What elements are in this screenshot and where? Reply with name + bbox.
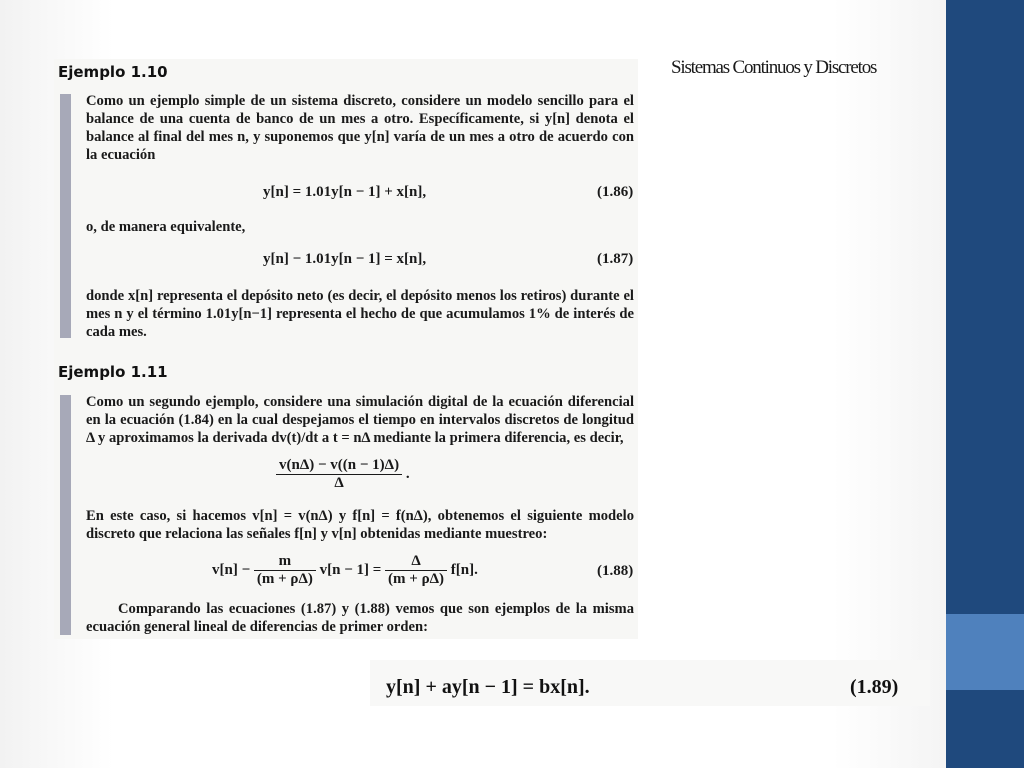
example-1-10-heading: Ejemplo 1.10 [58, 63, 168, 81]
general-equation-number: (1.89) [850, 676, 899, 698]
difference-numerator: v(nΔ) − v((n − 1)Δ) [276, 457, 402, 475]
eq-1-88-first-fraction [254, 553, 316, 588]
example-1-11-sampling-text: En este caso, si hacemos v[n] = v(nΔ) y f[n] = f(nΔ), obtenemos el siguiente modelo discreto que relaciona las señales f[n] y v[n] obtenidas mediante muestreo: [86, 508, 634, 542]
equation-1-87: y[n] − 1.01y[n − 1] = x[n], [263, 251, 427, 267]
eq-1-88-f1-denominator: (m + ρΔ) [256, 571, 313, 587]
general-difference-equation: y[n] + ay[n − 1] = bx[n]. [386, 676, 590, 698]
eq-1-88-f1-numerator: m [254, 553, 316, 571]
slide-title: Sistemas Continuos y Discretos [671, 57, 877, 78]
eq-1-88-f2-denominator: (m + ρΔ) [388, 571, 445, 587]
example-1-10-intro: Como un ejemplo simple de un sistema discreto, considere un modelo sencillo para el balance de una cuenta de banco de un mes a otro. Específicamente, si y[n] denota el balance al final del mes n, y suponemos que y[n] varía de un mes a otro de acuerdo con la ecuación [86, 93, 634, 163]
difference-denominator: Δ [334, 475, 344, 491]
example-1-11-side-bar [60, 395, 71, 635]
comparison-text: Comparando las ecuaciones (1.87) y (1.88) vemos que son ejemplos de la misma ecuación general lineal de diferencias de primer orden: [86, 601, 634, 635]
equation-1-86-number: (1.86) [597, 184, 634, 200]
difference-fraction [276, 457, 402, 492]
eq-1-88-second-fraction [385, 553, 447, 588]
equation-1-86: y[n] = 1.01y[n − 1] + x[n], [263, 184, 427, 200]
equation-1-87-number: (1.87) [597, 251, 634, 267]
eq-1-88-middle: v[n − 1] = [319, 561, 382, 578]
side-accent-block [946, 614, 1024, 690]
example-1-11-intro: Como un segundo ejemplo, considere una simulación digital de la ecuación diferencial en la ecuación (1.84) en la cual despejamos el tiempo en intervalos discretos de longitud Δ y aproximamos la derivada dv(t)/dt a t = nΔ mediante la primera diferencia, es decir, [86, 394, 634, 446]
equation-1-88 [212, 553, 478, 588]
scanned-textbook-page [54, 59, 638, 639]
eq-1-88-rhs: f[n]. [450, 561, 478, 578]
connector-text: o, de manera equivalente, [86, 219, 246, 235]
eq-1-88-lhs: v[n] − [212, 561, 251, 578]
example-1-10-side-bar [60, 94, 71, 338]
difference-quotient [276, 457, 410, 492]
example-1-10-explanation: donde x[n] representa el depósito neto (es decir, el depósito menos los retiros) durante el mes n y el término 1.01y[n−1] representa el hecho de que acumulamos 1% de interés de cada mes. [86, 288, 634, 340]
difference-period: . [405, 465, 410, 482]
eq-1-88-f2-numerator: Δ [385, 553, 447, 571]
example-1-11-heading: Ejemplo 1.11 [58, 363, 168, 381]
equation-1-88-number: (1.88) [597, 563, 634, 579]
